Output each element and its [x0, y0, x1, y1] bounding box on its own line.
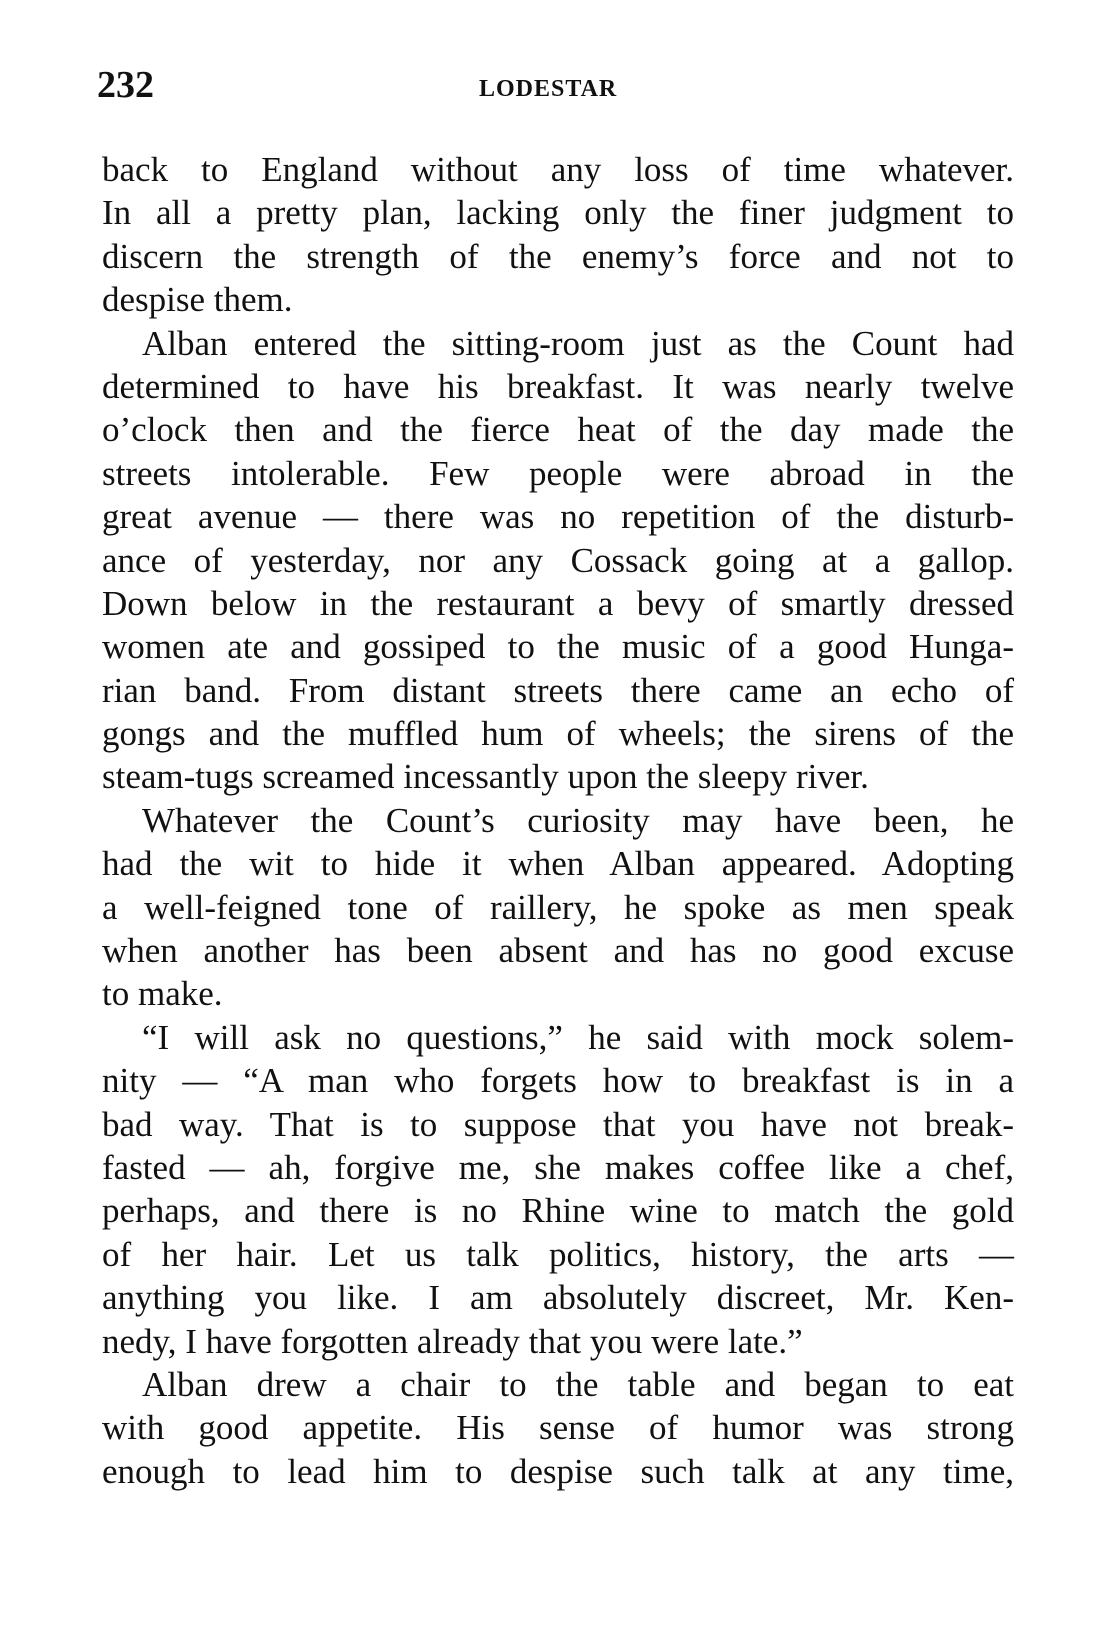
text-line: ance of yesterday, nor any Cossack going at a gallop. [102, 540, 1014, 580]
text-line: despise them. [102, 280, 293, 320]
text-line: rian band. From distant streets there came an echo of [102, 670, 1014, 710]
text-line: back to England without any loss of time whatever. [102, 150, 1014, 189]
text-line: In all a pretty plan, lacking only the finer judgment to [102, 193, 1014, 233]
page-number: 232 [97, 64, 154, 106]
text-line: women ate and gossiped to the music of a good Hunga- [102, 627, 1014, 667]
text-line: steam-tugs screamed incessantly upon the sleepy river. [102, 757, 869, 797]
text-line: a well-feigned tone of raillery, he spoke as men speak [102, 887, 1014, 927]
text-line: nity — “A man who forgets how to breakfast is in a [102, 1061, 1014, 1101]
text-line: with good appetite. His sense of humor was strong [102, 1408, 1014, 1448]
text-line: discern the strength of the enemy’s force and not to [102, 236, 1014, 276]
text-line: to make. [102, 974, 223, 1014]
text-line: perhaps, and there is no Rhine wine to match the gold [102, 1191, 1014, 1231]
text-line: enough to lead him to despise such talk at any time, [102, 1451, 1014, 1491]
text-line: of her hair. Let us talk politics, history, the arts — [102, 1234, 1014, 1274]
text-line: Down below in the restaurant a bevy of smartly dressed [102, 583, 1014, 623]
text-line: determined to have his breakfast. It was nearly twelve [102, 366, 1014, 406]
text-line: great avenue — there was no repetition of the disturb- [102, 497, 1014, 537]
paragraph-start-line: Alban entered the sitting-room just as the Count had [142, 323, 1014, 363]
text-line: had the wit to hide it when Alban appeared. Adopting [102, 844, 1014, 884]
body-text [102, 148, 1014, 1493]
paragraph-start-line: “I will ask no questions,” he said with mock solem- [142, 1017, 1014, 1057]
text-line: fasted — ah, forgive me, she makes coffee like a chef, [102, 1147, 1014, 1187]
text-line: nedy, I have forgotten already that you were late.” [102, 1321, 803, 1361]
running-title: LODESTAR [479, 76, 618, 102]
text-line: anything you like. I am absolutely discreet, Mr. Ken- [102, 1278, 1014, 1318]
text-line: o’clock then and the fierce heat of the day made the [102, 410, 1014, 450]
paragraph-start-line: Alban drew a chair to the table and began to eat [142, 1364, 1014, 1404]
paragraph-start-line: Whatever the Count’s curiosity may have been, he [142, 800, 1014, 840]
text-line: streets intolerable. Few people were abroad in the [102, 453, 1014, 493]
text-line: gongs and the muffled hum of wheels; the sirens of the [102, 714, 1014, 754]
text-line: bad way. That is to suppose that you have not break- [102, 1104, 1014, 1144]
page-header [97, 60, 1019, 110]
text-line: when another has been absent and has no good excuse [102, 931, 1014, 971]
